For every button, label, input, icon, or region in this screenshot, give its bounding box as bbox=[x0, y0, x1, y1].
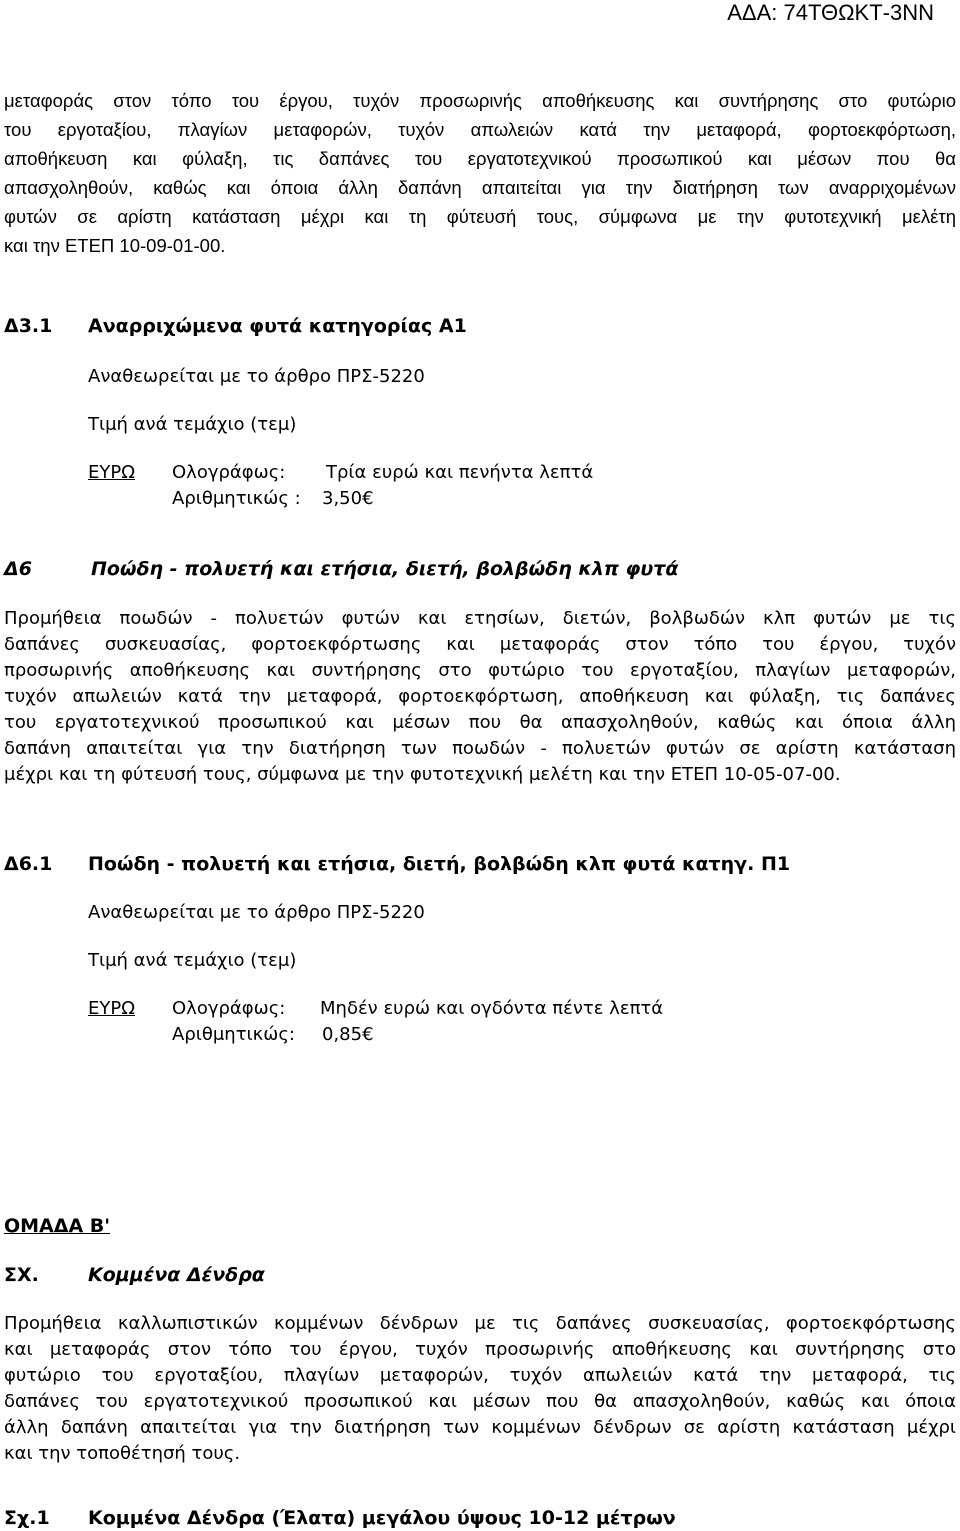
paragraph-line: του εργοταξίου, πλαγίων μεταφορών, τυχόν απωλειών κατά την μεταφορά, φορτοεκφόρτωση, bbox=[4, 119, 956, 140]
currency-label: ΕΥΡΩ bbox=[88, 998, 135, 1019]
currency-label: ΕΥΡΩ bbox=[88, 462, 135, 483]
paragraph-line: και την τοποθέτησή τους. bbox=[4, 1443, 241, 1464]
paragraph-line: και την ΕΤΕΠ 10-09-01-00. bbox=[4, 235, 226, 256]
unit-price-label: Τιμή ανά τεμάχιο (τεμ) bbox=[88, 950, 297, 971]
paragraph-line: του εργατοτεχνικού προσωπικού και μέσων που θα απασχοληθούν, καθώς και όποια άλλη bbox=[4, 712, 956, 733]
unit-price-label: Τιμή ανά τεμάχιο (τεμ) bbox=[88, 414, 297, 435]
section-title: Κομμένα Δένδρα bbox=[88, 1264, 265, 1286]
group-title: ΟΜΑΔΑ Β' bbox=[4, 1215, 111, 1237]
paragraph-line: μεταφοράς στον τόπο του έργου, τυχόν προσωρινής αποθήκευσης και συντήρησης στο φυτώριο bbox=[4, 90, 956, 111]
paragraph-line: δαπάνες του εργατοτεχνικού προσωπικού και μέσων που θα απασχοληθούν, καθώς και όποια bbox=[4, 1391, 956, 1412]
price-numeric-label: Αριθμητικώς : bbox=[172, 488, 301, 509]
section-code: ΣΧ. bbox=[4, 1264, 39, 1286]
paragraph-line: μέχρι και τη φύτευσή τους, σύμφωνα με την φυτοτεχνική μελέτη και την ΕΤΕΠ 10-05-07-00. bbox=[4, 764, 841, 785]
paragraph-line: φυτών σε αρίστη κατάσταση μέχρι και τη φύτευσή τους, σύμφωνα με την φυτοτεχνική μελέτη bbox=[4, 206, 956, 227]
paragraph-line: δαπάνη απαιτείται για την διατήρηση των ποωδών - πολυετών φυτών σε αρίστη κατάσταση bbox=[4, 738, 956, 759]
paragraph-line: φυτώριο του εργοταξίου, πλαγίων μεταφορών, τυχόν απωλειών κατά την μεταφορά, τις bbox=[4, 1365, 956, 1386]
paragraph-line: αποθήκευση και φύλαξη, τις δαπάνες του εργατοτεχνικού προσωπικού και μέσων που θα bbox=[4, 148, 956, 169]
price-in-words-label: Ολογράφως: bbox=[172, 998, 286, 1019]
paragraph-line: προσωρινής αποθήκευσης και συντήρησης στο φυτώριο του εργοταξίου, πλαγίων μεταφορών, bbox=[4, 660, 956, 681]
price-in-words: Μηδέν ευρώ και ογδόντα πέντε λεπτά bbox=[320, 998, 664, 1019]
revision-reference: Αναθεωρείται με το άρθρο ΠΡΣ-5220 bbox=[88, 902, 425, 923]
document-id: ΑΔΑ: 74ΤΘΩΚΤ-3ΝΝ bbox=[727, 0, 934, 25]
section-code: Δ6 bbox=[4, 558, 32, 580]
paragraph-line: και μεταφοράς στον τόπο του έργου, τυχόν προσωρινής αποθήκευσης και συντήρησης στο bbox=[4, 1339, 956, 1360]
price-numeric: 0,85€ bbox=[322, 1024, 374, 1045]
paragraph-line: Προμήθεια καλλωπιστικών κομμένων δένδρων με τις δαπάνες συσκευασίας, φορτοεκφόρτωσης bbox=[4, 1313, 956, 1334]
section-code: Δ6.1 bbox=[4, 853, 53, 875]
paragraph-line: Προμήθεια ποωδών - πολυετών φυτών και ετησίων, διετών, βολβωδών κλπ φυτών με τις bbox=[4, 608, 956, 629]
price-in-words: Τρία ευρώ και πενήντα λεπτά bbox=[326, 462, 594, 483]
section-title: Ποώδη - πολυετή και ετήσια, διετή, βολβώδη κλπ φυτά κατηγ. Π1 bbox=[88, 853, 791, 875]
section-title: Αναρριχώμενα φυτά κατηγορίας Α1 bbox=[88, 315, 467, 337]
price-numeric-label: Αριθμητικώς: bbox=[172, 1024, 295, 1045]
price-in-words-label: Ολογράφως: bbox=[172, 462, 286, 483]
section-title: Κομμένα Δένδρα (Έλατα) μεγάλου ύψους 10-12 μέτρων bbox=[88, 1507, 676, 1529]
paragraph-line: άλλη δαπάνη απαιτείται για την διατήρηση των κομμένων δένδρων σε αρίστη κατάσταση μέχρι bbox=[4, 1417, 956, 1438]
section-code: Σχ.1 bbox=[4, 1507, 50, 1529]
paragraph-line: δαπάνες συσκευασίας, φορτοεκφόρτωσης και μεταφοράς στον τόπο του έργου, τυχόν bbox=[4, 634, 956, 655]
section-code: Δ3.1 bbox=[4, 315, 53, 337]
revision-reference: Αναθεωρείται με το άρθρο ΠΡΣ-5220 bbox=[88, 366, 425, 387]
paragraph-line: απασχοληθούν, καθώς και όποια άλλη δαπάνη απαιτείται για την διατήρηση των αναρριχομένων bbox=[4, 177, 956, 198]
section-title: Ποώδη - πολυετή και ετήσια, διετή, βολβώδη κλπ φυτά bbox=[91, 558, 679, 580]
price-numeric: 3,50€ bbox=[322, 488, 374, 509]
paragraph-line: τυχόν απωλειών κατά την μεταφορά, φορτοεκφόρτωση, αποθήκευση και φύλαξη, τις δαπάνες bbox=[4, 686, 956, 707]
